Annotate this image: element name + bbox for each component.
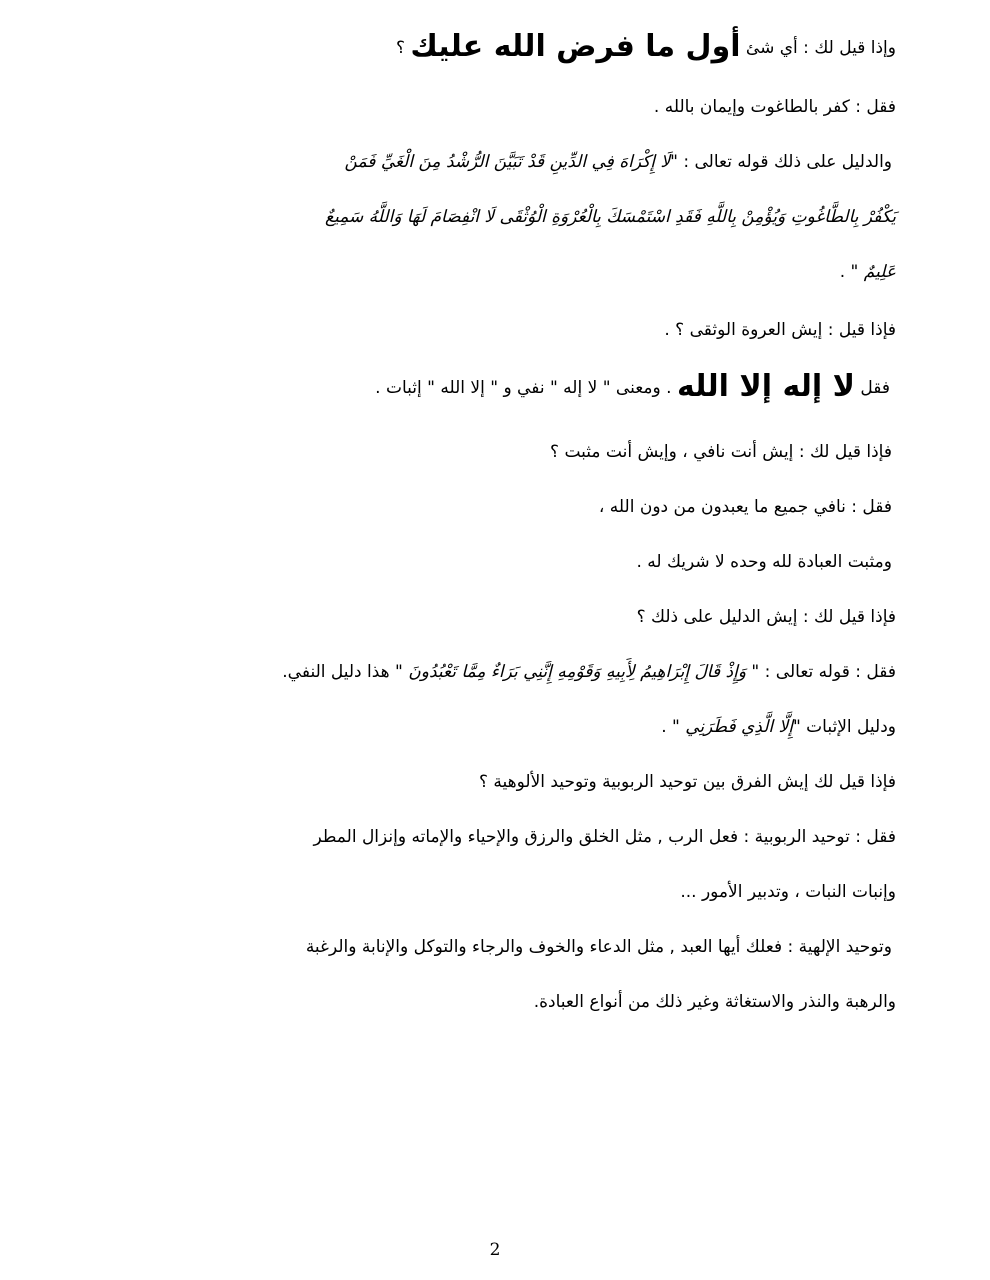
evidence-intro: والدليل على ذلك قوله تعالى : " bbox=[670, 152, 892, 172]
question-text: فإذا قيل لك : إيش الدليل على ذلك ؟ bbox=[636, 607, 896, 627]
answer-la-ilaha-illallah bbox=[375, 369, 890, 404]
answer-text: وتوحيد الإلهية : فعلك أيها العبد , مثل الدعاء والخوف والرجاء والتوكل والإنابة والرغبة bbox=[305, 937, 892, 957]
quote-close: " . bbox=[839, 262, 864, 282]
answer-uluhiyya-2 bbox=[534, 987, 896, 1017]
quran-verse-part-1: لَا إِكْرَاهَ فِي الدِّينِ قَدْ تَبَيَّنَ الرُّشْدُ مِنَ الْغَيِّ فَمَنْ bbox=[344, 152, 671, 172]
answer-uluhiyya-1 bbox=[306, 932, 892, 962]
evidence-note: " هذا دليل النفي. bbox=[282, 662, 409, 682]
quran-verse-ibrahim: وَإِذْ قَالَ إِبْرَاهِيمُ لِأَبِيهِ وَقَوْمِهِ إِنَّنِي بَرَاءٌ مِمَّا تَعْبُدُونَ bbox=[408, 662, 747, 682]
question-evidence bbox=[637, 602, 896, 632]
heading-la-ilaha-illallah: لا إله إلا الله bbox=[676, 369, 855, 404]
answer-negation bbox=[599, 492, 892, 522]
answer-affirmation bbox=[636, 547, 892, 577]
answer-text: وإنبات النبات ، وتدبير الأمور ... bbox=[680, 882, 896, 902]
quran-verse-fatarani: إِلَّا الَّذِي فَطَرَنِي bbox=[685, 717, 793, 737]
answer-rububiyya-1 bbox=[313, 822, 896, 852]
evidence-negation bbox=[282, 657, 896, 687]
evidence-line-2 bbox=[325, 202, 896, 232]
page-number: 2 bbox=[489, 1240, 501, 1260]
answer-text: فقل : كفر بالطاغوت وإيمان بالله . bbox=[653, 97, 896, 117]
question-negate-affirm bbox=[550, 437, 892, 467]
question-text: فإذا قيل لك إيش الفرق بين توحيد الربوبية وتوحيد الألوهية ؟ bbox=[478, 772, 896, 792]
answer-text: فقل : نافي جميع ما يعبدون من دون الله ، bbox=[598, 497, 892, 517]
question-mark: ؟ bbox=[395, 38, 411, 58]
question-intro: وإذا قيل لك : أي شئ bbox=[740, 38, 896, 58]
answer-text: فقل : توحيد الربوبية : فعل الرب , مثل الخلق والرزق والإحياء والإماته وإنزال المطر bbox=[313, 827, 896, 847]
question-urwa-wuthqa bbox=[664, 315, 896, 345]
quote-close: " . bbox=[661, 717, 686, 737]
question-tawhid-difference bbox=[479, 767, 896, 797]
meaning-text: . ومعنى " لا إله " نفي و " إلا الله " إثبات . bbox=[375, 378, 677, 398]
answer-text: والرهبة والنذر والاستغاثة وغير ذلك من أنواع العبادة. bbox=[533, 992, 896, 1012]
evidence-intro: ودليل الإثبات " bbox=[792, 717, 896, 737]
quran-verse-part-2: يَكْفُرْ بِالطَّاغُوتِ وَيُؤْمِنْ بِاللَّهِ فَقَدِ اسْتَمْسَكَ بِالْعُرْوَةِ الْوُثْقَى لَا انْفِصَامَ لَهَا وَاللَّهُ سَمِيعٌ bbox=[325, 207, 896, 227]
evidence-intro: فقل : قوله تعالى : " bbox=[746, 662, 896, 682]
answer-intro: فقل bbox=[854, 378, 890, 398]
answer-rububiyya-2 bbox=[680, 877, 896, 907]
quran-verse-part-3: عَلِيمٌ bbox=[863, 262, 896, 282]
evidence-affirmation bbox=[661, 712, 896, 742]
question-first-obligation bbox=[395, 29, 896, 64]
evidence-line-3 bbox=[840, 257, 896, 287]
evidence-line-1 bbox=[345, 147, 892, 177]
heading-first-obligation: أول ما فرض الله عليك bbox=[410, 29, 741, 64]
question-text: فإذا قيل لك : إيش أنت نافي ، وإيش أنت مثبت ؟ bbox=[550, 442, 892, 462]
question-text: فإذا قيل : إيش العروة الوثقى ؟ . bbox=[664, 320, 896, 340]
answer-text: ومثبت العبادة لله وحده لا شريك له . bbox=[636, 552, 892, 572]
answer-kufr-bittaghut bbox=[654, 92, 896, 122]
